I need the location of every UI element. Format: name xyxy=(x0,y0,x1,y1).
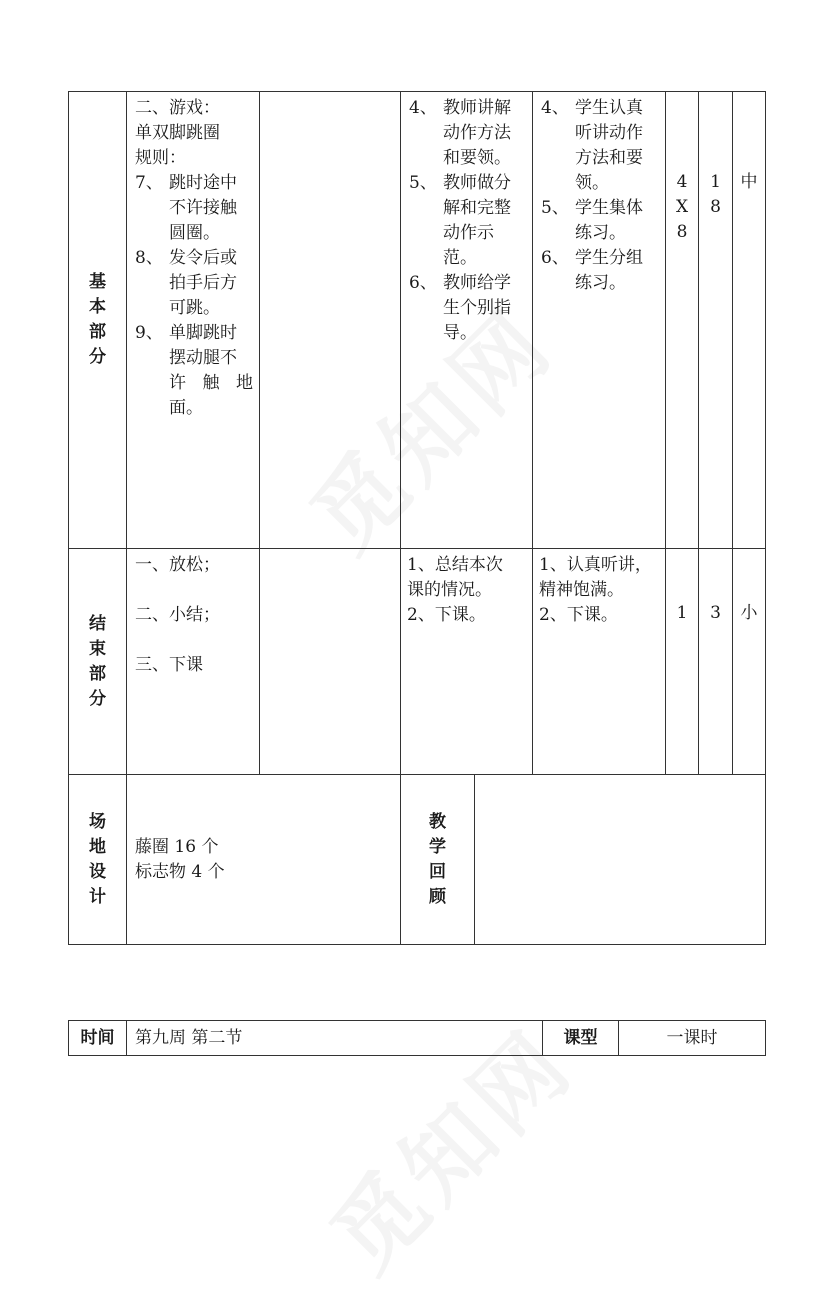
rule-text xyxy=(169,321,253,421)
rule-number: 8、 xyxy=(135,248,163,268)
basic-times-char: 8 xyxy=(676,222,688,242)
lesson-plan-table xyxy=(68,91,766,775)
rule-line: 跳时途中 xyxy=(169,173,237,193)
rule-line: 发令后或 xyxy=(169,248,237,268)
review-label-char: 顾 xyxy=(429,886,446,907)
ending-label-char: 结 xyxy=(89,613,106,634)
student-step-number: 6、 xyxy=(541,248,569,268)
student-step-line: 听讲动作 xyxy=(575,123,643,143)
ending-student-line: 2、下课。 xyxy=(539,605,618,625)
student-step-line: 学生认真 xyxy=(575,98,643,118)
review-label-char: 教 xyxy=(429,811,446,832)
venue-item: 标志物 4 个 xyxy=(135,861,225,882)
venue-label-char: 设 xyxy=(89,861,106,882)
basic-label-char: 基 xyxy=(89,272,106,292)
teacher-step-line: 教师讲解 xyxy=(443,98,511,118)
teacher-step-line: 导。 xyxy=(443,323,477,343)
venue-item: 藤圈 16 个 xyxy=(135,836,219,857)
student-step-number: 5、 xyxy=(541,198,569,218)
basic-label-char: 本 xyxy=(89,297,106,317)
ending-minutes: 3 xyxy=(710,603,721,623)
ending-student-line: 1、认真听讲， xyxy=(539,555,652,575)
review-label-char: 回 xyxy=(429,861,446,882)
student-step-line: 方法和要 xyxy=(575,148,643,168)
rule-line: 面。 xyxy=(169,398,203,418)
teacher-step-line: 动作方法 xyxy=(443,123,511,143)
ending-content-line: 一、放松； xyxy=(135,555,220,575)
ending-student-line: 精神饱满。 xyxy=(539,580,624,600)
rule-line: 单脚跳时 xyxy=(169,323,237,343)
teacher-step-item xyxy=(409,96,526,171)
ending-content-line: 二、小结； xyxy=(135,605,220,625)
schedule-table xyxy=(68,1020,766,1056)
basic-content-cell xyxy=(127,92,260,549)
basic-intensity: 中 xyxy=(740,172,758,192)
student-step-number: 4、 xyxy=(541,98,569,118)
student-step-line: 学生分组 xyxy=(575,248,643,268)
review-label-char: 学 xyxy=(429,836,446,857)
teacher-step-line: 动作示 xyxy=(443,223,494,243)
basic-heading-line: 二、游戏： xyxy=(135,98,220,118)
ending-teacher-cell xyxy=(401,549,533,775)
rule-line: 许 触 地 xyxy=(169,373,253,393)
teacher-step-line: 解和完整 xyxy=(443,198,511,218)
rule-item xyxy=(135,321,253,421)
basic-times-char: 4 xyxy=(676,172,688,192)
teacher-step-text xyxy=(443,171,526,271)
rule-text xyxy=(169,246,253,321)
ending-student-cell xyxy=(533,549,666,775)
ending-times: 1 xyxy=(676,603,688,623)
review-label xyxy=(401,775,475,945)
venue-label xyxy=(69,775,127,945)
rule-line: 圆圈。 xyxy=(169,223,220,243)
teacher-step-line: 生个别指 xyxy=(443,298,511,318)
spacer xyxy=(135,628,253,653)
basic-part-row xyxy=(69,92,766,549)
type-label: 课型 xyxy=(543,1021,619,1056)
ending-content-cell xyxy=(127,549,260,775)
schedule-row xyxy=(69,1021,766,1056)
student-step-line: 领。 xyxy=(575,173,609,193)
ending-minutes-cell xyxy=(699,549,733,775)
basic-intensity-cell xyxy=(733,92,766,549)
ending-intensity-cell xyxy=(733,549,766,775)
ending-teacher-line: 课的情况。 xyxy=(407,580,492,600)
rule-line: 拍手后方 xyxy=(169,273,237,293)
ending-teacher-line: 1、总结本次 xyxy=(407,555,503,575)
basic-empty-cell xyxy=(260,92,401,549)
basic-times-cell xyxy=(666,92,699,549)
student-step-text xyxy=(575,196,659,246)
basic-minutes-char: 8 xyxy=(710,197,721,217)
student-step-item xyxy=(541,196,659,246)
basic-part-label xyxy=(69,92,127,549)
teacher-step-item xyxy=(409,171,526,271)
rule-line: 可跳。 xyxy=(169,298,220,318)
basic-heading-line: 规则： xyxy=(135,148,186,168)
basic-student-cell xyxy=(533,92,666,549)
ending-content-line: 三、下课 xyxy=(135,655,203,675)
venue-label-char: 计 xyxy=(89,886,106,907)
ending-times-cell xyxy=(666,549,699,775)
teacher-step-line: 教师给学 xyxy=(443,273,511,293)
basic-heading-line: 单双脚跳圈 xyxy=(135,123,220,143)
venue-row xyxy=(69,775,766,945)
venue-table xyxy=(68,774,766,945)
rule-text xyxy=(169,171,253,246)
venue-label-char: 地 xyxy=(89,836,106,857)
basic-times-char: X xyxy=(675,197,689,217)
spacer xyxy=(135,578,253,603)
ending-label-char: 束 xyxy=(89,638,106,659)
rule-item xyxy=(135,171,253,246)
ending-teacher-line: 2、下课。 xyxy=(407,605,486,625)
teacher-step-line: 和要领。 xyxy=(443,148,511,168)
teacher-step-number: 6、 xyxy=(409,273,437,293)
ending-label-char: 部 xyxy=(89,663,106,684)
student-step-text xyxy=(575,246,659,296)
basic-minutes-char: 1 xyxy=(710,172,721,192)
basic-label-char: 部 xyxy=(89,322,106,342)
teacher-step-item xyxy=(409,271,526,346)
teacher-step-number: 4、 xyxy=(409,98,437,118)
rule-line: 摆动腿不 xyxy=(169,348,237,368)
ending-part-row xyxy=(69,549,766,775)
student-step-text xyxy=(575,96,659,196)
teacher-step-text xyxy=(443,96,526,171)
ending-empty-cell xyxy=(260,549,401,775)
teacher-step-text xyxy=(443,271,526,346)
venue-items-cell xyxy=(127,775,401,945)
basic-teacher-cell xyxy=(401,92,533,549)
student-step-line: 练习。 xyxy=(575,273,626,293)
student-step-line: 练习。 xyxy=(575,223,626,243)
rule-item xyxy=(135,246,253,321)
rule-number: 9、 xyxy=(135,323,163,343)
basic-minutes-cell xyxy=(699,92,733,549)
ending-part-label xyxy=(69,549,127,775)
student-step-item xyxy=(541,246,659,296)
time-label: 时间 xyxy=(69,1021,127,1056)
venue-label-char: 场 xyxy=(89,811,106,832)
ending-intensity: 小 xyxy=(740,603,758,623)
type-value: 一课时 xyxy=(619,1021,766,1056)
basic-label-char: 分 xyxy=(89,347,106,367)
rule-number: 7、 xyxy=(135,173,163,193)
teacher-step-number: 5、 xyxy=(409,173,437,193)
student-step-line: 学生集体 xyxy=(575,198,643,218)
teacher-step-line: 教师做分 xyxy=(443,173,511,193)
rule-line: 不许接触 xyxy=(169,198,237,218)
student-step-item xyxy=(541,96,659,196)
time-value: 第九周 第二节 xyxy=(127,1021,543,1056)
teacher-step-line: 范。 xyxy=(443,248,477,268)
review-content-cell xyxy=(475,775,766,945)
ending-label-char: 分 xyxy=(89,688,106,709)
